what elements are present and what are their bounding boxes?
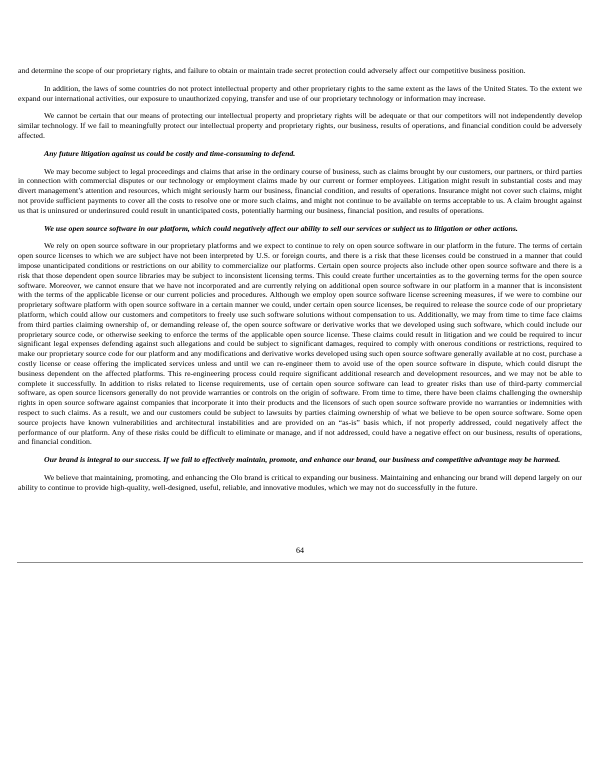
body-paragraph: We believe that maintaining, promoting, and enhancing the Olo brand is critical to expanding our business. Maintaining and enhancing our brand will depend largely on our ability to continue to provide high-quality, well-designed, useful, reliable, and innovative modules, which we may not do successfully in the future. xyxy=(18,472,582,492)
page-number: 64 xyxy=(296,546,304,555)
page-body-text xyxy=(18,66,582,492)
footer-rule xyxy=(17,562,583,563)
body-paragraph: and determine the scope of our proprietary rights, and failure to obtain or maintain trade secret protection could adversely affect our competitive business position. xyxy=(18,66,526,75)
risk-factor-heading: We use open source software in our platform, which could negatively affect our ability to sell our services or subject us to litigation or other actions. xyxy=(44,223,518,233)
body-paragraph: We cannot be certain that our means of protecting our intellectual property and proprietary rights will be adequate or that our competitors will not independently develop similar technology. If we fail to meaningfully protect our intellectual property and proprietary rights, our business, results of operations, and financial condition could be adversely affected. xyxy=(18,111,582,140)
body-paragraph: In addition, the laws of some countries do not protect intellectual property and other proprietary rights to the same extent as the laws of the United States. To the extent we expand our international activities, our exposure to unauthorized copying, transfer and use of our proprietary technology or information may increase. xyxy=(18,83,582,103)
body-paragraph: We rely on open source software in our proprietary platforms and we expect to continue to rely on open source software in our platform in the future. The terms of certain open source licenses to which we are subject have not been interpreted by U.S. or foreign courts, and there is a risk that these licenses could be construed in a manner that could impose unanticipated conditions or restrictions on our ability to commercialize our platforms. Certain open source projects also include other open source software and there is a risk that those dependent open source libraries may be subject to inconsistent licensing terms. This could create further uncertainties as to the governing terms for the open source software. Moreover, we cannot ensure that we have not incorporated and are currently relying on additional open source software in our platform in a manner that is inconsistent with the terms of the applicable license or our current policies and procedures. Although we employ open source software license screening measures, if we were to combine our proprietary software platform with open source software in a certain manner we could, under certain open source licenses, be required to release the source code of our proprietary platform, which could allow our customers and competitors to freely use such software solutions without compensation to us. Additionally, we may from time to time face claims from third parties claiming ownership of, or demanding release of, the open source software or derivative works that we developed using such software, which could include our proprietary source code, or otherwise seeking to enforce the terms of the applicable open source license. These claims could result in litigation and we could be required to incur significant legal expenses defending against such allegations and could be subject to significant damages, required to comply with onerous conditions or restrictions, required to make our proprietary source code for our platform and any modifications and derivative works developed using such open source software generally available at no cost, purchase a costly license or cease offering the implicated services unless and until we can re-engineer them to avoid use of the open source software in dispute, which could disrupt the business dependent on the affected platforms. This re-engineering process could require significant additional research and development resources, and we may not be able to complete it successfully. In addition to risks related to license requirements, use of certain open source software can lead to greater risks than use of third-party commercial software, as open source licensors generally do not provide warranties or controls on the origin of software. From time to time, there have been claims challenging the ownership rights in open source software against companies that incorporate it into their products and the licensors of such open source software provide no warranties or indemnities with respect to such claims. As a result, we and our customers could be subject to lawsuits by parties claiming ownership of what we believe to be open source software. Some open source projects have known vulnerabilities and architectural instabilities and are provided on an “as-is” basis which, if not properly addressed, could negatively affect the performance of our platform. Any of these risks could be difficult to eliminate or manage, and if not addressed, could have a negative effect on our business, results of operations, and financial condition. xyxy=(18,241,582,447)
risk-factor-heading: Our brand is integral to our success. If we fail to effectively maintain, promote, and enhance our brand, our business and competitive advantage may be harmed. xyxy=(44,455,561,465)
body-paragraph: We may become subject to legal proceedings and claims that arise in the ordinary course of business, such as claims brought by our customers, our partners, or third parties in connection with commercial disputes or our technology or employment claims made by our current or former employees. Litigation might result in substantial costs and may divert management’s attention and resources, which might seriously harm our business, financial condition, and results of operations. Insurance might not cover such claims, might not provide sufficient payments to cover all the costs to resolve one or more such claims, and might not continue to be available on terms acceptable to us. A claim brought against us that is uninsured or underinsured could result in unanticipated costs, potentially harming our business, financial position, and results of operations. xyxy=(18,166,582,215)
risk-factor-heading: Any future litigation against us could be costly and time-consuming to defend. xyxy=(44,148,296,158)
